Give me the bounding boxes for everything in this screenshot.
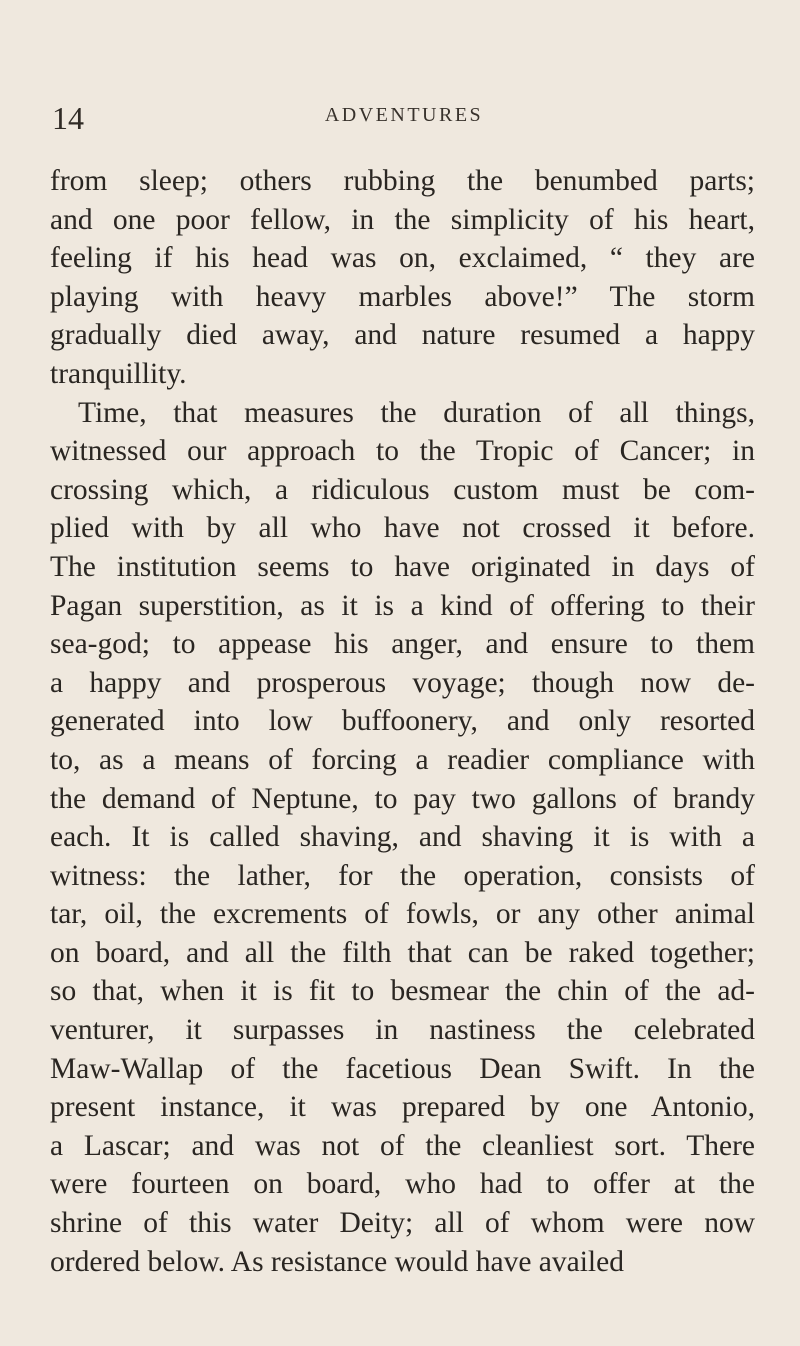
text-line: witness: the lather, for the operation, consists of [50,859,755,892]
text-line: a Lascar; and was not of the cleanliest sort. There [50,1129,755,1162]
text-line: so that, when it is fit to besmear the chin of the ad- [50,975,755,1008]
body-text [50,162,755,1281]
text-line: tranquillity. [50,357,187,390]
text-line: sea-god; to appease his anger, and ensure to them [50,628,755,661]
page-number: 14 [52,100,84,136]
text-line: tar, oil, the excrements of fowls, or any other animal [50,898,755,931]
text-line: from sleep; others rubbing the benumbed parts; [50,165,755,197]
text-line: The institution seems to have originated in days of [50,550,755,583]
text-line: witnessed our approach to the Tropic of Cancer; in [50,435,755,468]
text-line: venturer, it surpasses in nastiness the celebrated [50,1014,755,1047]
text-line: to, as a means of forcing a readier compliance with [50,743,755,776]
text-line: plied with by all who have not crossed it before. [50,512,755,545]
text-line: generated into low buffoonery, and only resorted [50,705,755,738]
text-line: gradually died away, and nature resumed a happy [50,319,755,352]
text-line: the demand of Neptune, to pay two gallons of brandy [50,782,755,815]
text-line: ordered below. As resistance would have availed [50,1245,624,1278]
text-line: present instance, it was prepared by one Antonio, [50,1091,755,1124]
text-line: shrine of this water Deity; all of whom were now [50,1207,755,1240]
text-line: a happy and prosperous voyage; though now de- [50,666,755,699]
text-line: Time, that measures the duration of all things, [78,396,755,429]
text-line: feeling if his head was on, exclaimed, “ they are [50,242,755,275]
text-line: Pagan superstition, as it is a kind of offering to their [50,589,755,622]
text-line: Maw-Wallap of the facetious Dean Swift. In the [50,1052,755,1085]
text-line: on board, and all the filth that can be raked together; [50,936,755,969]
text-line: were fourteen on board, who had to offer at the [50,1168,755,1201]
text-line: playing with heavy marbles above!” The storm [50,280,755,313]
running-head: ADVENTURES [324,104,484,126]
text-line: crossing which, a ridiculous custom must be com- [50,473,755,506]
text-line: and one poor fellow, in the simplicity of his heart, [50,203,755,236]
text-line: each. It is called shaving, and shaving it is with a [50,821,755,854]
